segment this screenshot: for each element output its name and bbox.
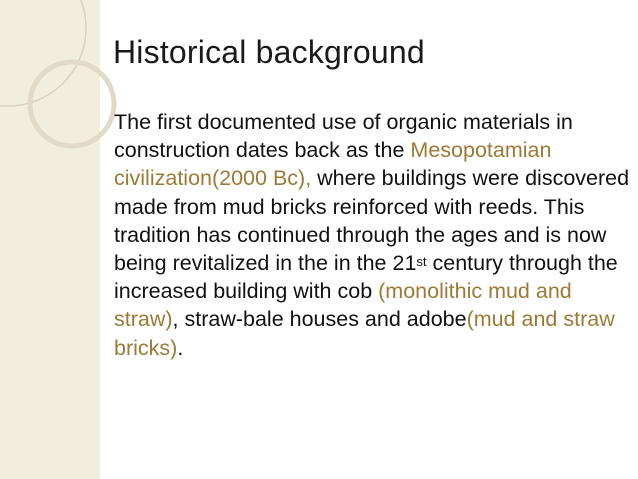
decorative-circle-large bbox=[0, 0, 86, 106]
body-text-part-1: The first documented use of organic materials in construction dates back as the bbox=[114, 110, 573, 163]
slide-title: Historical background bbox=[113, 34, 425, 70]
body-text-part-3: century through the increased building with cob bbox=[114, 251, 618, 304]
highlight-monolithic: (monolithic mud and straw) bbox=[114, 279, 572, 332]
body-text-part-5: . bbox=[177, 335, 184, 360]
body-text-part-2: where buildings were discovered made from mud bricks reinforced with reeds. This tradition has continued through the ages and is now being revitalized in the in the 21 bbox=[114, 166, 630, 276]
decorative-circle-small bbox=[30, 62, 114, 146]
highlight-mesopotamian: Mesopotamian civilization(2000 Bc), bbox=[114, 138, 552, 191]
highlight-mud-straw-bricks: (mud and straw bricks) bbox=[114, 307, 615, 360]
slide-body-text bbox=[114, 108, 634, 362]
ordinal-superscript: st bbox=[416, 254, 427, 270]
body-text-part-4: , straw-bale houses and adobe bbox=[172, 307, 467, 332]
